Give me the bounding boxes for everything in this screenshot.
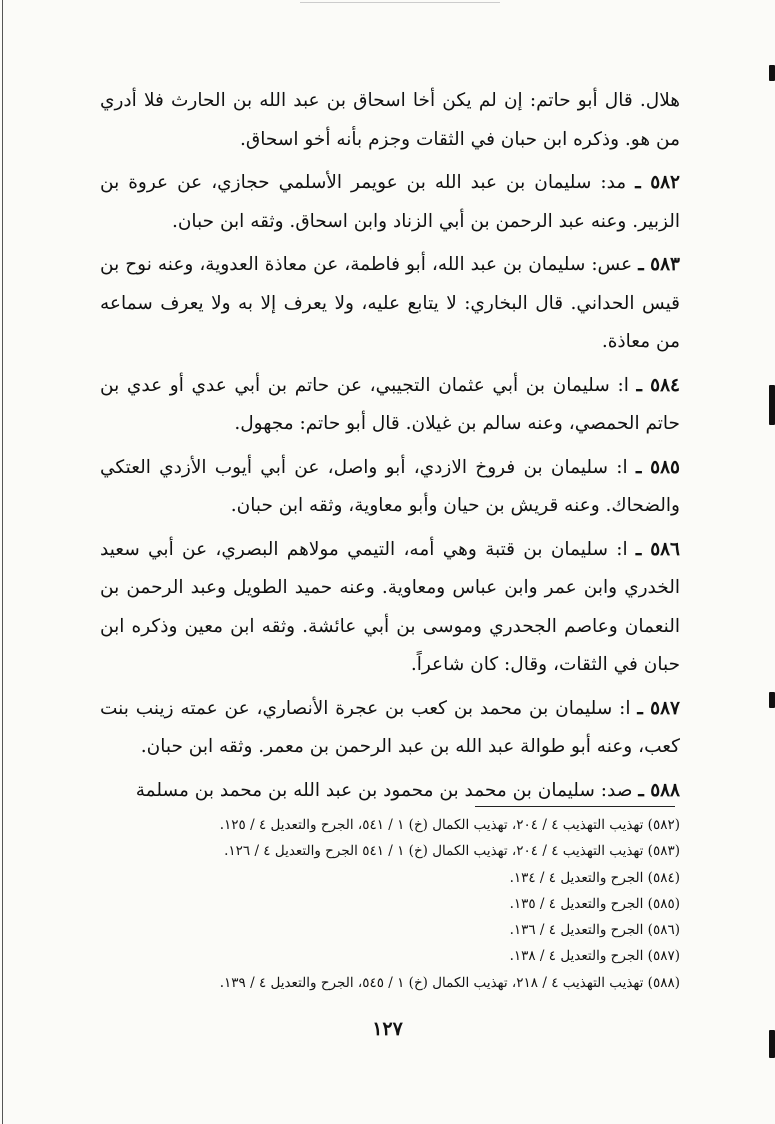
scan-mark bbox=[769, 692, 775, 708]
entry-text: ا: سليمان بن أبي عثمان التجيبي، عن حاتم بن أبي عدي أو عدي بن حاتم الحمصي، وعنه سالم بن غيلان. قال أبو حاتم: مجهول. bbox=[100, 374, 680, 434]
footnote: (٥٨٥) الجرح والتعديل ٤ / ١٣٥. bbox=[509, 895, 680, 912]
entry-text: ا: سليمان بن فروخ الازدي، أبو واصل، عن أبي أيوب الأزدي العتكي والضحاك. وعنه قريش بن حيان وأبو معاوية، وثقه ابن حبان. bbox=[100, 456, 680, 516]
footnote: (٥٨٦) الجرح والتعديل ٤ / ١٣٦. bbox=[509, 922, 680, 939]
entry-text: ا: سليمان بن قتبة وهي أمه، التيمي مولاهم البصري، عن أبي سعيد الخدري وابن عمر وابن عباس ومعاوية. وعنه حميد الطويل وعبد الرحمن بن النعمان وعاصم الجحدري وموسى بن أبي عائشة. وثقه ابن معين وذكره ابن حبان في الثقات، وقال: كان شاعراً. bbox=[100, 538, 680, 675]
scan-mark bbox=[769, 385, 775, 425]
entry-number: ٥٨٤ ـ bbox=[636, 374, 680, 396]
entry-583 bbox=[100, 246, 680, 362]
footnote: (٥٨٧) الجرح والتعديل ٤ / ١٣٨. bbox=[509, 948, 680, 965]
entry-number: ٥٨٦ ـ bbox=[635, 538, 680, 560]
footnote: (٥٨٨) تهذيب التهذيب ٤ / ٢١٨، تهذيب الكمال (خ) ١ / ٥٤٥، الجرح والتعديل ٤ / ١٣٩. bbox=[219, 974, 680, 991]
entry-text: ا: سليمان بن محمد بن كعب بن عجرة الأنصاري، عن عمته زينب بنت كعب، وعنه أبو طوالة عبد الله بن عبد الرحمن بن معمر. وثقه ابن حبان. bbox=[100, 697, 680, 757]
footnote: (٥٨٢) تهذيب التهذيب ٤ / ٢٠٤، تهذيب الكمال (خ) ١ / ٥٤١، الجرح والتعديل ٤ / ١٢٥. bbox=[219, 817, 680, 833]
footnotes bbox=[100, 812, 680, 996]
page-number: ١٢٧ bbox=[372, 1018, 403, 1040]
entry-584 bbox=[100, 367, 680, 444]
entry-number: ٥٨٢ ـ bbox=[635, 172, 680, 193]
entry-582 bbox=[100, 164, 680, 241]
scan-mark bbox=[769, 65, 775, 81]
entry-number: ٥٨٧ ـ bbox=[637, 697, 680, 719]
entry-text: صد: سليمان بن محمد بن محمود بن عبد الله بن محمد بن مسلمة bbox=[135, 779, 633, 801]
entry-number: ٥٨٣ ـ bbox=[638, 254, 680, 275]
entry-number: ٥٨٥ ـ bbox=[635, 456, 680, 478]
footnote: (٥٨٤) الجرح والتعديل ٤ / ١٣٤. bbox=[509, 869, 680, 886]
entry-585 bbox=[100, 449, 680, 526]
entry-586 bbox=[100, 531, 680, 685]
entry-text: مد: سليمان بن عبد الله بن عويمر الأسلمي حجازي، عن عروة بن الزبير. وعنه عبد الرحمن بن أبي الزناد وابن اسحاق. وثقه ابن حبان. bbox=[100, 172, 680, 232]
continuation-paragraph: هلال. قال أبو حاتم: إن لم يكن أخا اسحاق بن عبد الله بن الحارث فلا أدري من هو. وذكره ابن حبان في الثقات وجزم بأنه أخو اسحاق. bbox=[100, 90, 680, 150]
main-text bbox=[100, 82, 680, 815]
entry-text: عس: سليمان بن عبد الله، أبو فاطمة، عن معاذة العدوية، وعنه نوح بن قيس الحداني. قال البخاري: لا يتابع عليه، ولا يعرف إلا به ولا يعرف سماعه من معاذة. bbox=[100, 254, 680, 352]
entry-588 bbox=[100, 772, 680, 811]
scan-top-rule bbox=[300, 2, 500, 3]
footnote: (٥٨٣) تهذيب التهذيب ٤ / ٢٠٤، تهذيب الكمال (خ) ١ / ٥٤١ الجرح والتعديل ٤ / ١٢٦. bbox=[224, 843, 680, 860]
footnote-separator bbox=[475, 806, 675, 807]
entry-number: ٥٨٨ ـ bbox=[638, 779, 680, 801]
entry-587 bbox=[100, 690, 680, 767]
page-edge bbox=[2, 0, 3, 1124]
